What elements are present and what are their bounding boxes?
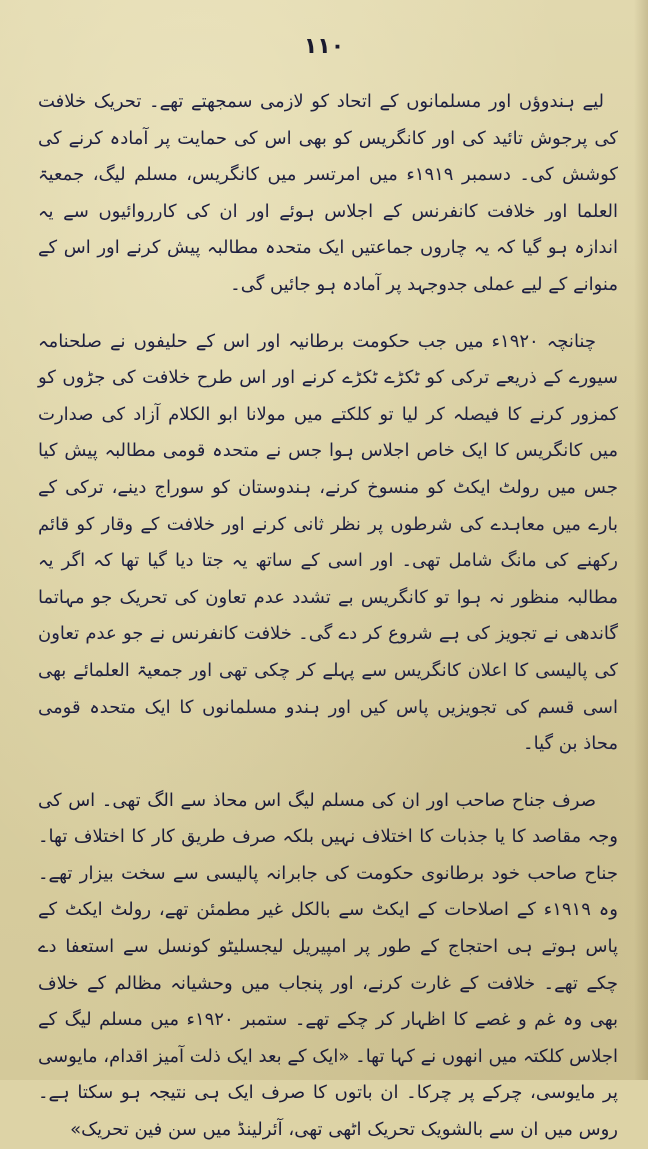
binding-shadow bbox=[634, 0, 648, 1080]
paragraph-2: چنانچہ ۱۹۲۰ء میں جب حکومت برطانیہ اور اس کے حلیفوں نے صلحنامہ سیورے کے ذریعے ترکی کو ٹکڑے ٹکڑے کرنے اور اس طرح خلافت کی جڑوں کو کمزور کرنے کا فیصلہ کر لیا تو کلکتے میں مولانا ابو الکلام آزاد کی صدارت میں کانگریس کا ایک خاص اجلاس ہوا جس نے متحدہ قومی مطالبہ پیش کیا جس میں رولٹ ایکٹ کو منسوخ کرنے، ہندوستان کو سوراج دینے، ترکی کے بارے میں معاہدے کی شرطوں پر نظر ثانی کرنے اور خلافت کے وقار کو قائم رکھنے کی مانگ شامل تھی۔ اور اسی کے ساتھ یہ جتا دیا گیا تھا کہ اگر یہ مطالبہ منظور نہ ہوا تو کانگریس بے تشدد عدم تعاون کی تحریک جو مہاتما گاندھی نے تجویز کی ہے شروع کر دے گی۔ خلافت کانفرنس نے جو عدم تعاون کی پالیسی کا اعلان کانگریس سے پہلے کر چکی تھی اور جمعیۃ العلمائے بھی اسی قسم کی تجویزیں پاس کیں اور ہندو مسلمانوں کا ایک متحدہ قومی محاذ بن گیا۔ bbox=[38, 330, 618, 755]
body-text bbox=[38, 84, 618, 1149]
page-number: ۱۱۰ bbox=[303, 34, 345, 59]
paragraph-3: صرف جناح صاحب اور ان کی مسلم لیگ اس محاذ سے الگ تھی۔ اس کی وجہ مقاصد کا یا جذبات کا اختلاف نہیں بلکہ صرف طریق کار کا اختلاف تھا۔ جناح صاحب خود برطانوی حکومت کی جابرانہ پالیسی سے سخت بیزار تھے۔ وہ ۱۹۱۹ء کے اصلاحات کے ایکٹ سے بالکل غیر مطمئن تھے، رولٹ ایکٹ کے پاس ہوتے ہی احتجاج کے طور پر امپیریل لیجسلیٹو کونسل سے استعفا دے چکے تھے۔ خلافت کے غارت کرنے، اور پنجاب میں وحشیانہ مظالم کے خلاف بھی وہ غم و غصے کا اظہار کر چکے تھے۔ ستمبر ۱۹۲۰ء میں مسلم لیگ کے اجلاس کلکتہ میں انھوں نے کہا تھا۔ «ایک کے بعد ایک ذلت آمیز اقدام، مایوسی پر مایوسی، چرکے پر چرکا۔ ان باتوں کا صرف ایک ہی نتیجہ ہو سکتا ہے۔ روس میں ان سے بالشویک تحریک اٹھی تھی، آئرلینڈ میں سن فین تحریک» bbox=[38, 789, 619, 1141]
paragraph-1: لیے ہندوؤں اور مسلمانوں کے اتحاد کو لازمی سمجھتے تھے۔ تحریک خلافت کی پرجوش تائید کی اور کانگریس کو بھی اس کی حمایت پر آمادہ کرنے کی کوشش کی۔ دسمبر ۱۹۱۹ء میں امرتسر میں کانگریس، مسلم لیگ، جمعیۃ العلما اور خلافت کانفرنس کے اجلاس ہوئے اور ان کی کارروائیوں سے یہ اندازہ ہو گیا کہ یہ چاروں جماعتیں ایک متحدہ مطالبہ پیش کرنے اور اس کے منوانے کے لیے عملی جدوجہد پر آمادہ ہو جائیں گی۔ bbox=[38, 91, 618, 295]
